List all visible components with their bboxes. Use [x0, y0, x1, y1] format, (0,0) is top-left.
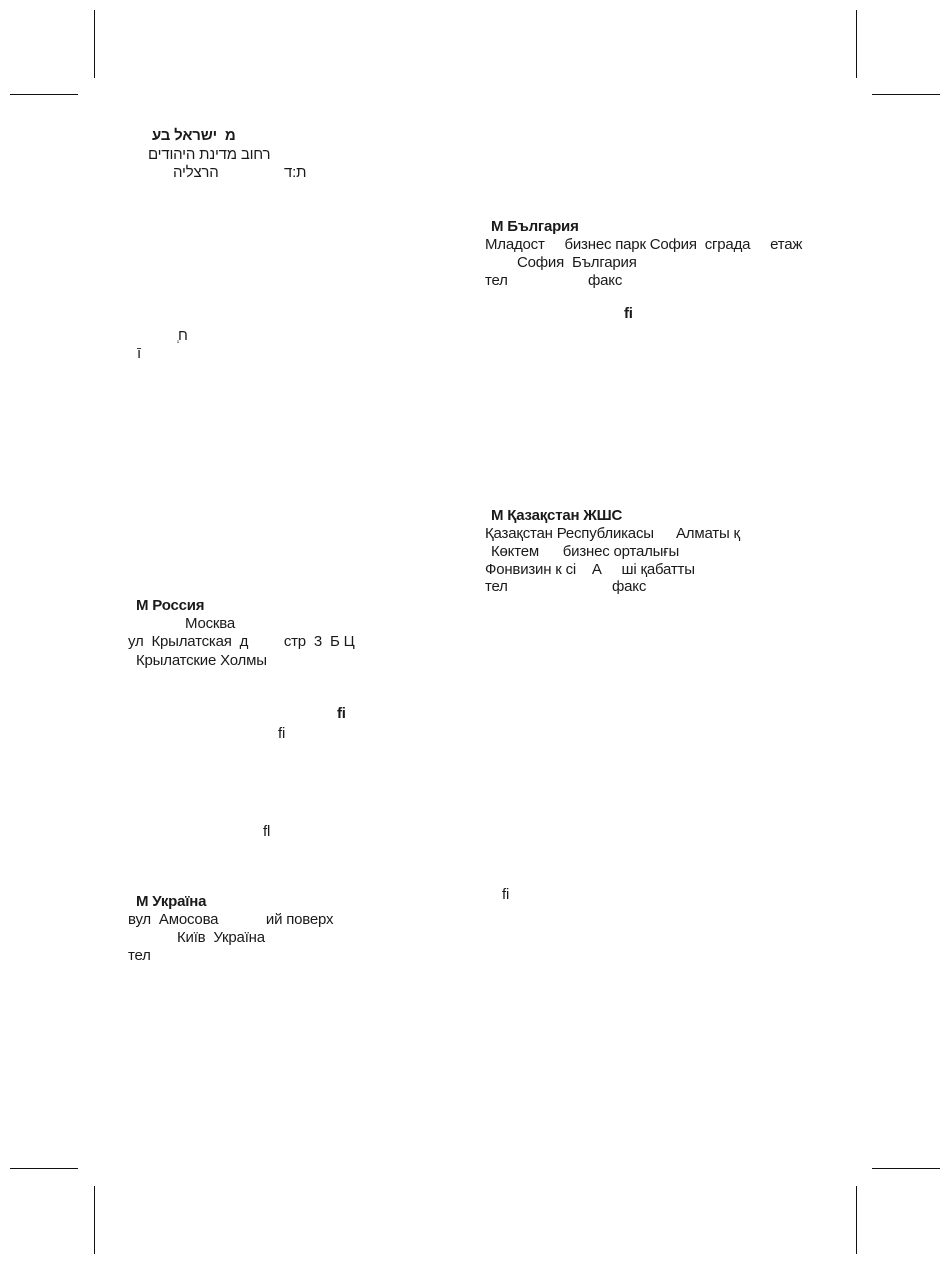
ukraine-company-title: M Україна — [136, 893, 207, 910]
kazakhstan-phone-label: тел — [485, 578, 508, 595]
kazakhstan-fax-label: факс — [612, 578, 647, 595]
bulgaria-fax-label: факс — [588, 272, 623, 289]
russia-city-line: Москва — [185, 615, 236, 632]
crop-mark-bottom-right-vertical — [856, 1186, 857, 1254]
israel-pobox-label: ת:ד — [284, 164, 307, 181]
russia-company-title: M Россия — [136, 597, 205, 614]
russia-fl-glyph: fl — [263, 823, 271, 840]
kazakhstan-company-title: M Қазақстан ЖШС — [491, 507, 623, 524]
ukraine-city-line: Київ Україна — [177, 929, 265, 946]
crop-mark-bottom-left-horizontal — [10, 1168, 78, 1169]
bulgaria-phone-label: тел — [485, 272, 508, 289]
bulgaria-company-title: M България — [491, 218, 579, 235]
kazakhstan-country-line: Қазақстан Республикасы — [485, 525, 654, 542]
crop-mark-top-left-horizontal — [10, 94, 78, 95]
israel-city-line: הרצליה — [173, 164, 219, 181]
right-column-fi-glyph: fi — [502, 886, 510, 903]
stray-macron-mark: ī — [137, 345, 141, 362]
israel-street-line: רחוב מדינת היהודים — [148, 146, 271, 163]
crop-mark-top-left-vertical — [94, 10, 95, 78]
crop-mark-bottom-left-vertical — [94, 1186, 95, 1254]
ukraine-street-line: вул Амосова ий поверх — [128, 911, 334, 928]
ukraine-phone-label: тел — [128, 947, 151, 964]
russia-fi-bold-glyph: fi — [337, 705, 346, 722]
bulgaria-fi-glyph: fi — [624, 305, 633, 322]
stray-hebrew-mark: ְח — [178, 327, 188, 344]
crop-mark-top-right-vertical — [856, 10, 857, 78]
kazakhstan-street-line: Фонвизин к сі А ші қабатты — [485, 561, 695, 578]
israel-company-title: מ ישראל בע — [152, 127, 236, 144]
kazakhstan-business-center-line: Көктем бизнес орталығы — [491, 543, 680, 560]
russia-street-line: ул Крылатская д стр 3 Б Ц — [128, 633, 355, 650]
kazakhstan-city-line: Алматы қ — [676, 525, 740, 542]
russia-fi-glyph: fi — [278, 725, 286, 742]
crop-mark-bottom-right-horizontal — [872, 1168, 940, 1169]
crop-mark-top-right-horizontal — [872, 94, 940, 95]
bulgaria-street-line: Младост бизнес парк София сграда етаж — [485, 236, 803, 253]
russia-district-line: Крылатские Холмы — [136, 652, 267, 669]
bulgaria-city-line: София България — [517, 254, 637, 271]
